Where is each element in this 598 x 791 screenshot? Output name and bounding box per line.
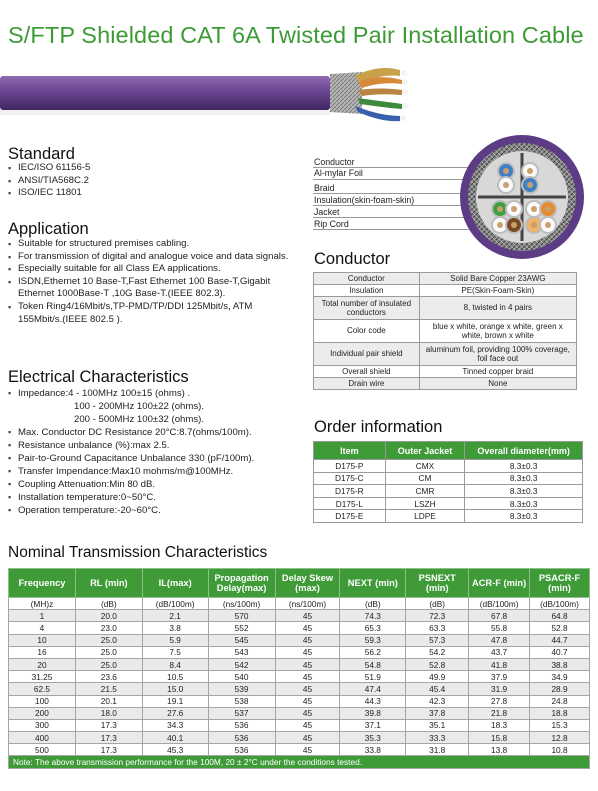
standard-heading: Standard bbox=[8, 145, 75, 163]
table-cell: 552 bbox=[208, 622, 275, 634]
table-row bbox=[9, 732, 590, 744]
table-header-row: Frequency RL (min) IL(max) Propagation Delay(max) Delay Skew (max) NEXT (min) PSNEXT (min) ACR-F (min) PSACR-F (min) bbox=[9, 569, 590, 598]
table-cell: 45 bbox=[275, 658, 340, 670]
table-header-row: Item Outer Jacket Overall diameter(mm) bbox=[314, 442, 583, 460]
table-cell: 27.6 bbox=[142, 707, 208, 719]
table-cell: 42.3 bbox=[406, 695, 469, 707]
table-cell: 200 bbox=[9, 707, 76, 719]
label-insulation: Insulation(skin-foam-skin) bbox=[314, 195, 415, 205]
table-row bbox=[9, 646, 590, 658]
table-cell: 62.5 bbox=[9, 683, 76, 695]
table-cell: 570 bbox=[208, 610, 275, 622]
page-title: S/FTP Shielded CAT 6A Twisted Pair Installation Cable bbox=[8, 22, 584, 48]
table-row bbox=[9, 610, 590, 622]
table-cell: 25.0 bbox=[75, 634, 142, 646]
table-row: D175-C CM 8.3±0.3 bbox=[314, 472, 583, 485]
note-row bbox=[9, 756, 590, 769]
table-cell: 17.3 bbox=[75, 744, 142, 756]
table-cell: 543 bbox=[208, 646, 275, 658]
table-cell: 45 bbox=[275, 732, 340, 744]
table-cell: 25.0 bbox=[75, 646, 142, 658]
table-cell: 536 bbox=[208, 719, 275, 731]
table-cell: 37.9 bbox=[469, 671, 530, 683]
table-cell: 20 bbox=[9, 658, 76, 670]
table-row: D175-L LSZH 8.3±0.3 bbox=[314, 497, 583, 510]
table-cell: 34.3 bbox=[142, 719, 208, 731]
table-cell: 500 bbox=[9, 744, 76, 756]
table-cell: 45 bbox=[275, 671, 340, 683]
table-cell: 45 bbox=[275, 634, 340, 646]
table-cell: 56.2 bbox=[340, 646, 406, 658]
table-cell: 20.1 bbox=[75, 695, 142, 707]
table-cell: 45 bbox=[275, 622, 340, 634]
table-cell: 44.7 bbox=[530, 634, 590, 646]
table-cell: 49.9 bbox=[406, 671, 469, 683]
table-cell: 45 bbox=[275, 646, 340, 658]
table-cell: 13.8 bbox=[469, 744, 530, 756]
table-cell: 8.4 bbox=[142, 658, 208, 670]
table-cell: 45.4 bbox=[406, 683, 469, 695]
list-item: 200 - 500MHz 100±32 (ohms). bbox=[74, 414, 205, 425]
table-cell: 21.8 bbox=[469, 707, 530, 719]
table-cell: 100 bbox=[9, 695, 76, 707]
transmission-table bbox=[8, 568, 590, 769]
table-cell: 34.9 bbox=[530, 671, 590, 683]
table-row bbox=[9, 671, 590, 683]
table-cell: 31.9 bbox=[469, 683, 530, 695]
table-cell: 47.4 bbox=[340, 683, 406, 695]
list-item: ▪ Installation temperature:0~50°C. bbox=[8, 491, 308, 504]
table-row bbox=[9, 719, 590, 731]
table-cell: 2.1 bbox=[142, 610, 208, 622]
table-cell: 54.8 bbox=[340, 658, 406, 670]
table-cell: 15.8 bbox=[469, 732, 530, 744]
table-cell: 47.8 bbox=[469, 634, 530, 646]
table-cell: 12.8 bbox=[530, 732, 590, 744]
table-cell: 18.3 bbox=[469, 719, 530, 731]
table-cell: 45 bbox=[275, 610, 340, 622]
list-item: ▪ For transmission of digital and analogue voice and data signals. bbox=[8, 251, 294, 264]
table-row: Individual pair shield aluminum foil, providing 100% coverage, foil face out bbox=[314, 343, 577, 366]
transmission-heading: Nominal Transmission Characteristics bbox=[8, 544, 268, 561]
table-row bbox=[9, 744, 590, 756]
table-cell: 40.7 bbox=[530, 646, 590, 658]
list-item: ▪ ANSI/TIA568C.2 bbox=[8, 175, 298, 188]
table-row: Total number of insulated conductors 8, twisted in 4 pairs bbox=[314, 297, 577, 320]
table-cell: 37.8 bbox=[406, 707, 469, 719]
list-item: ▪ Especially suitable for all Class EA applications. bbox=[8, 263, 294, 276]
table-cell: 33.8 bbox=[340, 744, 406, 756]
table-cell: 537 bbox=[208, 707, 275, 719]
label-jacket: Jacket bbox=[314, 207, 340, 217]
leader-line bbox=[313, 193, 473, 194]
table-cell: 52.8 bbox=[530, 622, 590, 634]
table-cell: 45.3 bbox=[142, 744, 208, 756]
application-heading: Application bbox=[8, 220, 89, 238]
list-item: ▪ ISDN,Ethernet 10 Base-T,Fast Ethernet 100 Base-T,Gigabit Ethernet 1000Base-T ,10G Base-T.(IEEE 802.3). bbox=[8, 276, 294, 301]
table-cell: 31.8 bbox=[406, 744, 469, 756]
table-cell: 43.7 bbox=[469, 646, 530, 658]
table-cell: 51.9 bbox=[340, 671, 406, 683]
cable-image bbox=[0, 62, 410, 128]
table-row: Conductor Solid Bare Copper 23AWG bbox=[314, 273, 577, 285]
table-cell: 38.8 bbox=[530, 658, 590, 670]
table-cell: 45 bbox=[275, 719, 340, 731]
table-cell: 7.5 bbox=[142, 646, 208, 658]
list-item: ▪ Operation temperature:-20~60°C. bbox=[8, 504, 308, 517]
table-row: Drain wire None bbox=[314, 378, 577, 390]
leader-line bbox=[313, 217, 473, 218]
standard-list bbox=[8, 162, 298, 200]
table-cell: 400 bbox=[9, 732, 76, 744]
table-cell: 17.3 bbox=[75, 719, 142, 731]
table-cell: 45 bbox=[275, 695, 340, 707]
table-cell: 10 bbox=[9, 634, 76, 646]
table-cell: 1 bbox=[9, 610, 76, 622]
table-cell: 17.3 bbox=[75, 732, 142, 744]
table-cell: 300 bbox=[9, 719, 76, 731]
table-cell: 55.8 bbox=[469, 622, 530, 634]
table-cell: 538 bbox=[208, 695, 275, 707]
table-cell: 23.6 bbox=[75, 671, 142, 683]
table-cell: 64.8 bbox=[530, 610, 590, 622]
table-cell: 15.3 bbox=[530, 719, 590, 731]
table-cell: 40.1 bbox=[142, 732, 208, 744]
table-row: Color code blue x white, orange x white, green x white, brown x white bbox=[314, 320, 577, 343]
table-row bbox=[9, 707, 590, 719]
table-cell: 539 bbox=[208, 683, 275, 695]
list-item: ▪ Max. Conductor DC Resistance 20°C:8.7(ohms/100m). bbox=[8, 426, 308, 439]
table-cell: 25.0 bbox=[75, 658, 142, 670]
table-cell: 20.0 bbox=[75, 610, 142, 622]
table-cell: 24.8 bbox=[530, 695, 590, 707]
table-cell: 31.25 bbox=[9, 671, 76, 683]
table-cell: 18.8 bbox=[530, 707, 590, 719]
table-cell: 65.3 bbox=[340, 622, 406, 634]
table-cell: 35.3 bbox=[340, 732, 406, 744]
list-item: ▪ Transfer Impendance:Max10 mohms/m@100MHz. bbox=[8, 465, 308, 478]
table-cell: 542 bbox=[208, 658, 275, 670]
table-cell: 54.2 bbox=[406, 646, 469, 658]
table-row: D175-E LDPE 8.3±0.3 bbox=[314, 510, 583, 523]
list-item: ▪ Token Ring4/16Mbit/s,TP-PMD/TP/DDI 125Mbit/s, ATM 155Mbit/s.(IEEE 802.5 ). bbox=[8, 301, 294, 326]
table-cell: 63.3 bbox=[406, 622, 469, 634]
table-cell: 35.1 bbox=[406, 719, 469, 731]
table-cell: 23.0 bbox=[75, 622, 142, 634]
table-cell: 72.3 bbox=[406, 610, 469, 622]
table-cell: 10.8 bbox=[530, 744, 590, 756]
list-item: ▪ IEC/ISO 61156-5 bbox=[8, 162, 298, 175]
table-row bbox=[9, 658, 590, 670]
electrical-list bbox=[8, 387, 308, 517]
table-cell: 74.3 bbox=[340, 610, 406, 622]
table-cell: 41.8 bbox=[469, 658, 530, 670]
table-row: D175-P CMX 8.3±0.3 bbox=[314, 460, 583, 473]
cross-section-diagram bbox=[458, 133, 586, 261]
table-cell: 19.1 bbox=[142, 695, 208, 707]
table-cell: 67.8 bbox=[469, 610, 530, 622]
table-cell: 536 bbox=[208, 732, 275, 744]
list-item: ▪ Suitable for structured premises cabling. bbox=[8, 238, 294, 251]
electrical-heading: Electrical Characteristics bbox=[8, 368, 189, 386]
table-cell: 5.9 bbox=[142, 634, 208, 646]
list-item: ▪ Impedance:4 - 100MHz 100±15 (ohms) . bbox=[8, 387, 308, 400]
label-conductor: Conductor bbox=[314, 157, 355, 167]
table-cell: 27.8 bbox=[469, 695, 530, 707]
table-cell: 37.1 bbox=[340, 719, 406, 731]
order-table bbox=[313, 441, 583, 523]
table-cell: 39.8 bbox=[340, 707, 406, 719]
table-cell: 536 bbox=[208, 744, 275, 756]
order-heading: Order information bbox=[314, 418, 443, 436]
table-row bbox=[9, 634, 590, 646]
table-row bbox=[9, 683, 590, 695]
table-cell: 545 bbox=[208, 634, 275, 646]
table-cell: 16 bbox=[9, 646, 76, 658]
list-item: ▪ Coupling Attenuation:Min 80 dB. bbox=[8, 478, 308, 491]
table-cell: 45 bbox=[275, 683, 340, 695]
conductor-heading: Conductor bbox=[314, 250, 391, 268]
table-row bbox=[9, 622, 590, 634]
table-row: Overall shield Tinned copper braid bbox=[314, 366, 577, 378]
table-cell: 45 bbox=[275, 707, 340, 719]
table-cell: 59.3 bbox=[340, 634, 406, 646]
label-ripcord: Rip Cord bbox=[314, 219, 349, 229]
table-cell: 10.5 bbox=[142, 671, 208, 683]
table-cell: 52.8 bbox=[406, 658, 469, 670]
table-cell: 57.3 bbox=[406, 634, 469, 646]
list-item: ▪ ISO/IEC 11801 bbox=[8, 187, 298, 200]
table-cell: 3.8 bbox=[142, 622, 208, 634]
table-cell: 15.0 bbox=[142, 683, 208, 695]
list-item: ▪ Resistance unbalance (%):max 2.5. bbox=[8, 439, 308, 452]
units-row: (MH)z (dB) (dB/100m) (ns/100m) (ns/100m) (dB) (dB) (dB/100m) (dB/100m) bbox=[9, 598, 590, 610]
table-row: Insulation PE(Skin-Foam-Skin) bbox=[314, 285, 577, 297]
table-cell: 4 bbox=[9, 622, 76, 634]
table-cell: 45 bbox=[275, 744, 340, 756]
table-cell: 44.3 bbox=[340, 695, 406, 707]
table-cell: 21.5 bbox=[75, 683, 142, 695]
label-braid: Braid bbox=[314, 183, 335, 193]
table-row bbox=[9, 695, 590, 707]
list-item: ▪ Pair-to-Ground Capacitance Unbalance 330 (pF/100m). bbox=[8, 452, 308, 465]
table-cell: 540 bbox=[208, 671, 275, 683]
table-cell: 33.3 bbox=[406, 732, 469, 744]
conductor-table bbox=[313, 272, 577, 390]
table-cell: 28.9 bbox=[530, 683, 590, 695]
application-list bbox=[8, 238, 294, 326]
table-cell: 18.0 bbox=[75, 707, 142, 719]
note-text: Note: The above transmission performance for the 100M, 20 ± 2°C under the conditions tested. bbox=[9, 756, 590, 769]
label-foil: Al-mylar Foil bbox=[314, 168, 363, 178]
list-item: 100 - 200MHz 100±22 (ohms). bbox=[74, 401, 205, 412]
table-row: D175-R CMR 8.3±0.3 bbox=[314, 485, 583, 498]
